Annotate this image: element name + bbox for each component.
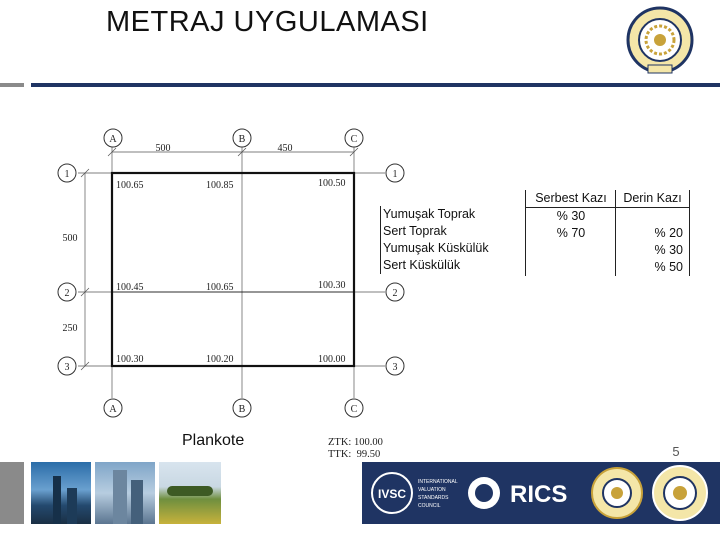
svg-text:COUNCIL: COUNCIL [418,503,441,509]
svg-text:C: C [350,134,358,145]
svg-text:1: 1 [392,169,398,180]
soil-type: Yumuşak Toprak [383,207,476,221]
plan-drawing [50,122,410,467]
elevation-c3: 100.00 [318,354,346,365]
svg-text:1: 1 [64,169,70,180]
ankara-university-footer-logo [653,466,707,520]
column-bubble-a-bottom [104,399,122,417]
city-skyline-photo [31,462,91,524]
elevation-b3: 100.20 [206,354,234,365]
rics-logo [468,477,567,509]
svg-text:B: B [238,134,246,145]
svg-text:2: 2 [64,288,70,299]
dimension-left-23: 250 [62,323,78,334]
svg-text:STANDARDS: STANDARDS [418,495,449,501]
table-cell: % 70 [556,226,586,240]
university-seal-logo [592,468,642,518]
header-divider-grey [0,83,24,87]
dimension-top-ab: 500 [155,143,171,154]
table-header: Serbest Kazı [526,190,616,208]
serbest-kazi-column [525,190,616,276]
countryside-photo [159,462,221,524]
elevation-a3: 100.30 [116,354,144,365]
row-bubble-3-right [386,357,404,375]
table-cell: % 20 [654,226,683,240]
table-cell [526,259,616,276]
soil-type-column [380,206,528,274]
svg-text:B: B [238,404,246,415]
svg-text:VALUATION: VALUATION [418,487,446,493]
column-bubble-b-top [233,129,251,147]
svg-text:RICS: RICS [510,481,568,508]
table-cell: % 50 [654,260,683,274]
derin-kazi-column [615,190,690,276]
elevation-b2: 100.65 [206,282,234,293]
svg-text:IVSC: IVSC [377,487,407,501]
page-number: 5 [672,444,680,459]
svg-text:A: A [109,134,117,145]
ttk-label: TTK: 99.50 [328,449,381,460]
elevation-b1: 100.85 [206,180,234,191]
row-bubble-1-right [386,164,404,182]
soil-type: Yumuşak Küskülük [383,241,489,255]
row-bubble-3-left [58,357,76,375]
elevation-a2: 100.45 [116,282,144,293]
row-bubble-2-right [386,283,404,301]
column-bubble-c-bottom [345,399,363,417]
svg-text:C: C [350,404,358,415]
elevation-c1: 100.50 [318,178,346,189]
row-bubble-2-left [58,283,76,301]
dimension-top-bc: 450 [277,143,293,154]
svg-text:INTERNATIONAL: INTERNATIONAL [418,479,458,485]
column-bubble-b-bottom [233,399,251,417]
row-bubble-1-left [58,164,76,182]
tower-buildings-photo [95,462,155,524]
table-cell: % 30 [556,209,586,223]
plan-caption: Plankote [182,432,245,449]
table-cell: % 30 [654,243,683,257]
partner-logos [362,462,720,532]
svg-text:A: A [109,404,117,415]
soil-type: Sert Küskülük [383,258,461,272]
table-cell [616,208,689,225]
footer-grey-block [0,462,24,524]
page-title: METRAJ UYGULAMASI [106,6,429,38]
table-header: Derin Kazı [616,190,689,208]
footer-blank-area [224,462,360,524]
svg-text:3: 3 [392,362,398,373]
elevation-c2: 100.30 [318,280,346,291]
table-cell [526,242,616,259]
svg-text:3: 3 [64,362,70,373]
elevation-a1: 100.65 [116,180,144,191]
svg-text:2: 2 [392,288,398,299]
ankara-university-logo [626,2,694,78]
column-bubble-a-top [104,129,122,147]
column-bubble-c-top [345,129,363,147]
dimension-left-12: 500 [62,233,78,244]
header-divider-navy [31,83,720,87]
ztk-label: ZTK: 100.00 [328,437,383,448]
reference-elevations [328,437,383,461]
soil-type: Sert Toprak [383,224,447,238]
